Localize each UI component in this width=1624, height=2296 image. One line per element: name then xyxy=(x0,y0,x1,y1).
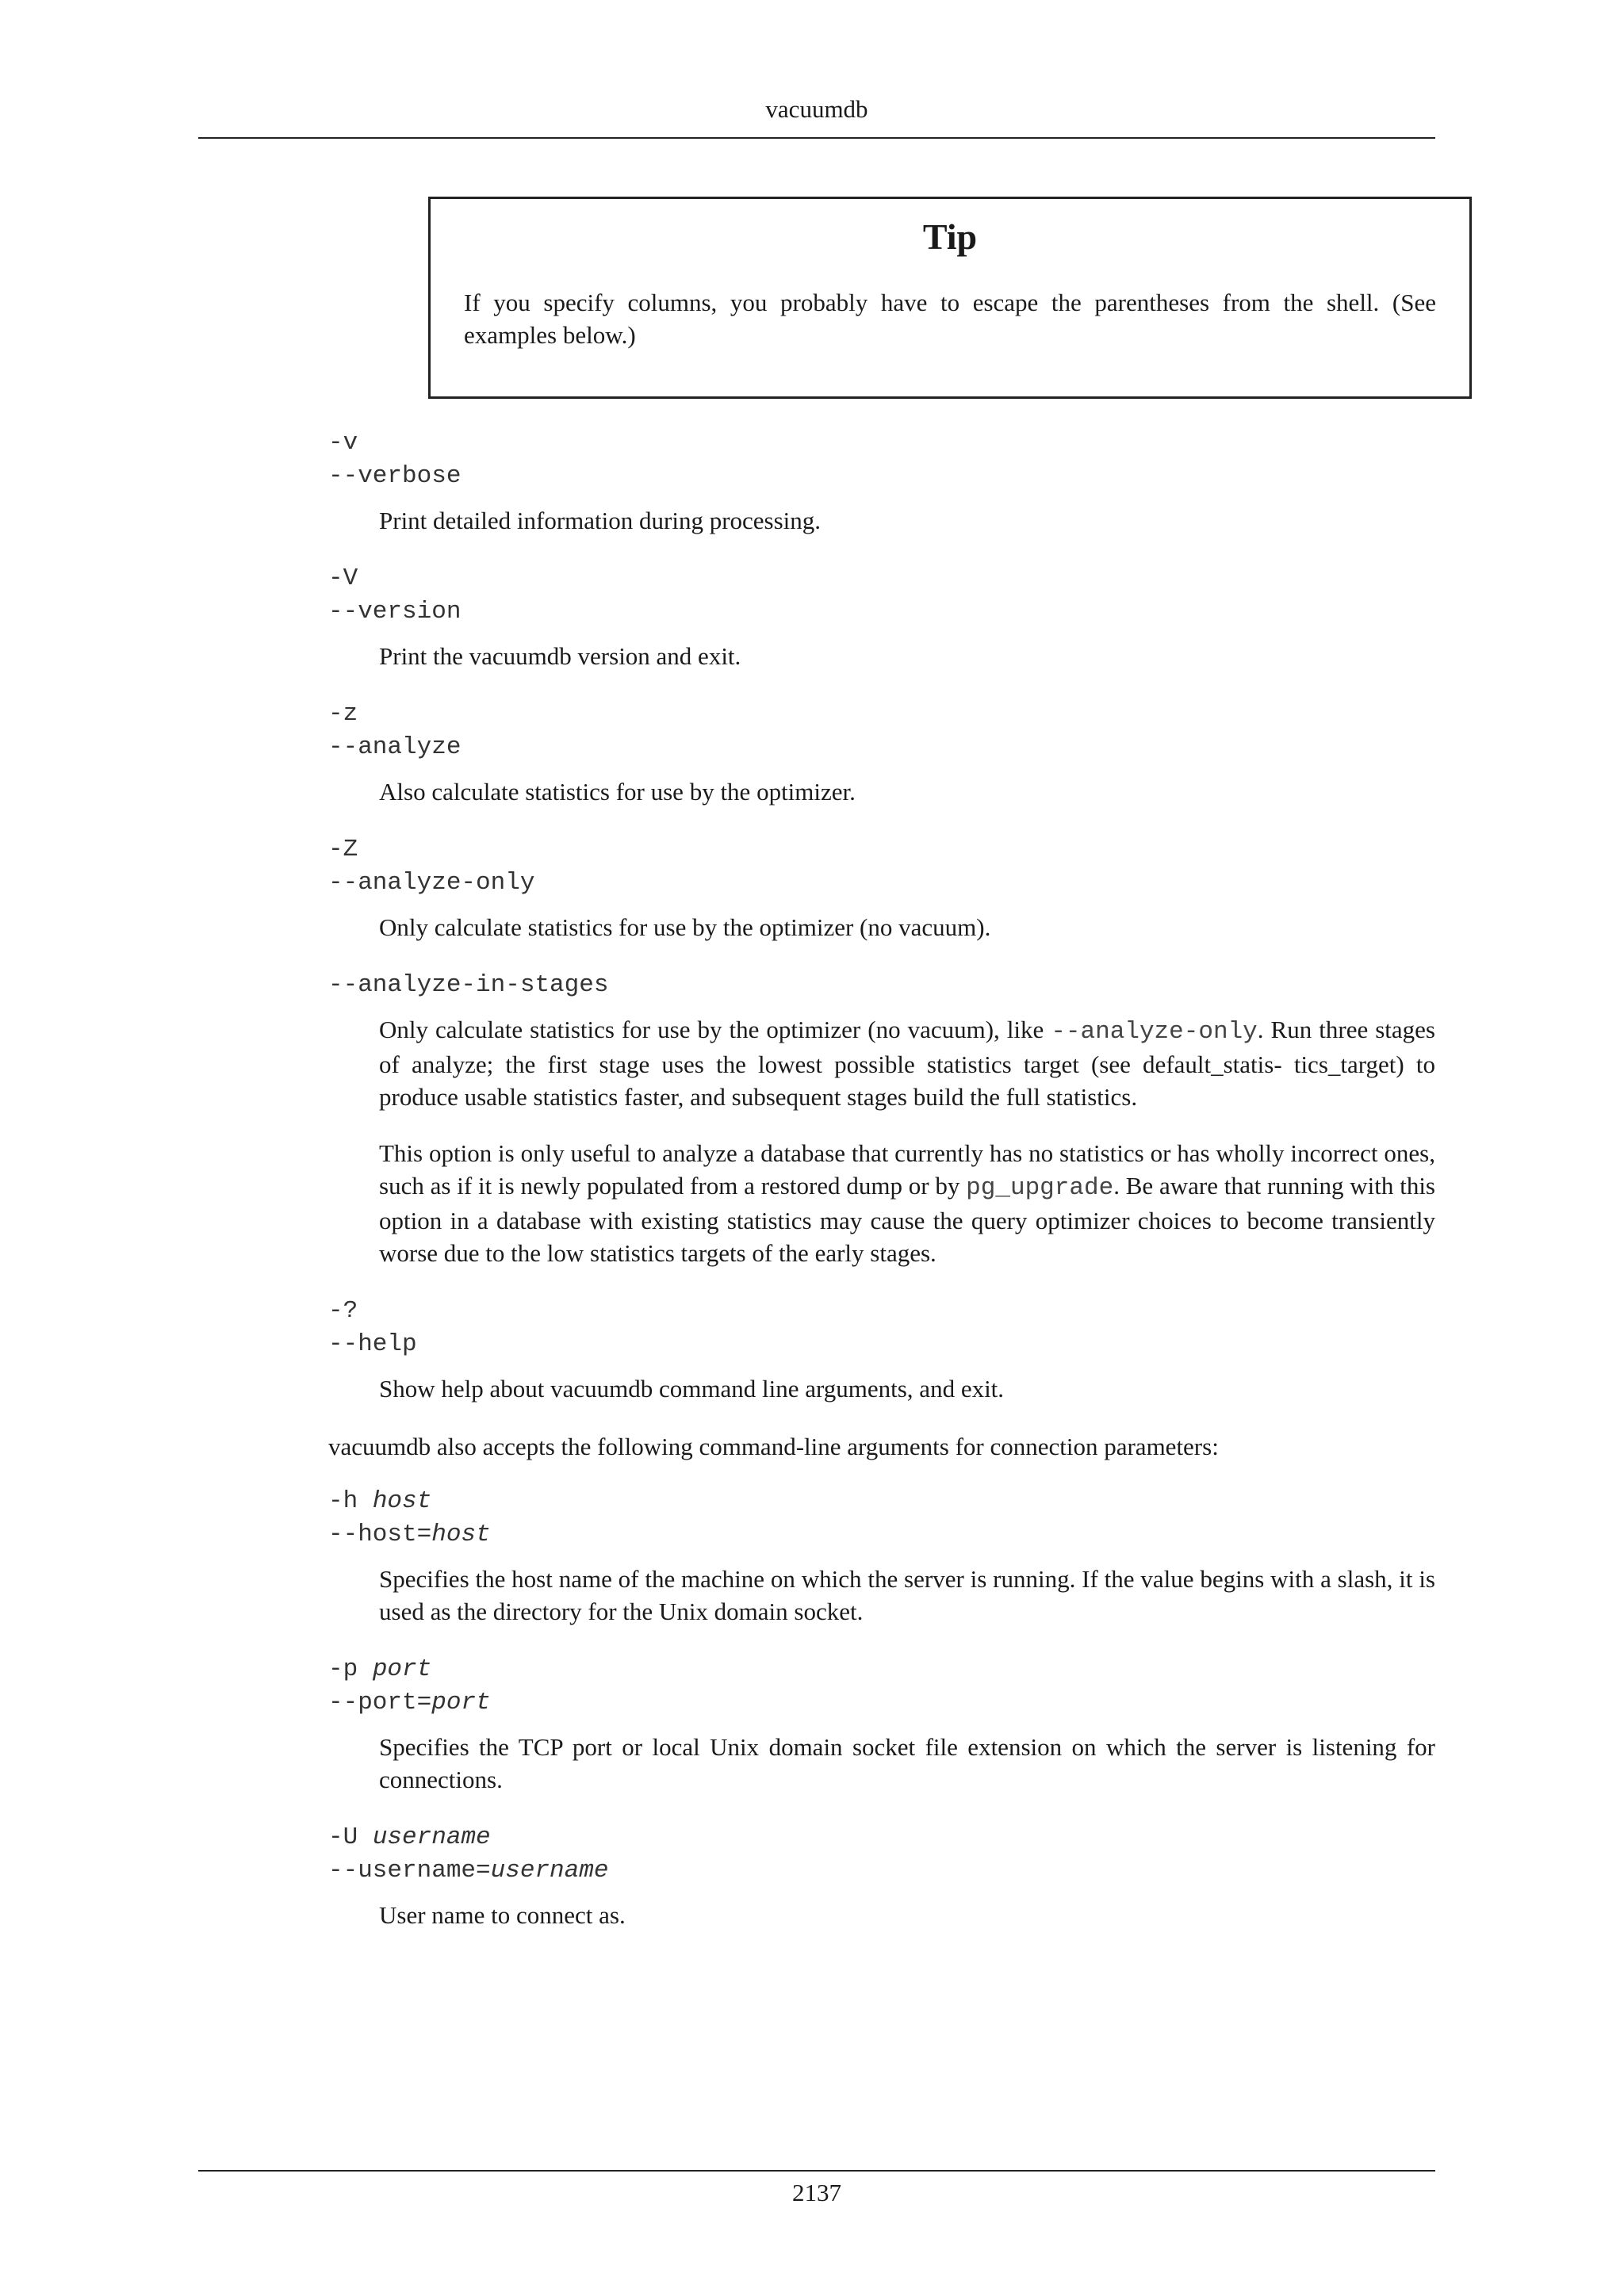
option-long: --help xyxy=(328,1330,417,1358)
option-username xyxy=(328,1821,1435,1888)
options-list xyxy=(328,427,1435,1957)
option-help xyxy=(328,1295,1435,1361)
option-short xyxy=(328,1821,1435,1854)
option-description: Show help about vacuumdb command line arguments, and exit. xyxy=(379,1375,1005,1402)
option-description: User name to connect as. xyxy=(379,1901,626,1929)
option-short: -? xyxy=(328,1297,358,1325)
option-analyze-in-stages xyxy=(328,969,1435,1002)
option-long: --analyze xyxy=(328,733,462,761)
tip-box xyxy=(428,197,1472,399)
option-description: Specifies the TCP port or local Unix domain socket file extension on which the server is listening for connections. xyxy=(379,1733,1435,1793)
option-long: --verbose xyxy=(328,462,462,490)
desc-text: Only calculate statistics for use by the optimizer (no vacuum), like xyxy=(379,1016,1051,1043)
option-description: Only calculate statistics for use by the optimizer (no vacuum). xyxy=(379,913,991,941)
option-description: Print detailed information during processing. xyxy=(379,507,822,534)
page-number: 2137 xyxy=(792,2179,841,2206)
option-long xyxy=(328,1518,1435,1552)
option-verbose xyxy=(328,427,1435,493)
option-flag: -p xyxy=(328,1655,373,1683)
option-description: Also calculate statistics for use by the optimizer. xyxy=(379,778,856,806)
desc-text: . Run three stages of analyze; the first stage uses the lowest possible statistics target (see default_statis- tics_target) to produce usable statistics faster, and subsequent stages build the full statistics. xyxy=(379,1016,1435,1111)
connection-intro: vacuumdb also accepts the following command-line arguments for connection parameters: xyxy=(328,1433,1219,1460)
option-flag: --host= xyxy=(328,1521,432,1548)
footer-rule xyxy=(198,2170,1435,2172)
option-arg: host xyxy=(372,1487,432,1515)
option-short xyxy=(328,1485,1435,1518)
option-arg: username xyxy=(490,1857,609,1885)
option-host xyxy=(328,1485,1435,1552)
option-short: -v xyxy=(328,429,358,457)
option-short: -Z xyxy=(328,836,358,863)
option-flag: --username= xyxy=(328,1857,491,1885)
option-description: Specifies the host name of the machine on which the server is running. If the value begins with a slash, it is used as the directory for the Unix domain socket. xyxy=(379,1565,1435,1625)
option-arg: port xyxy=(372,1655,432,1683)
option-short xyxy=(328,1653,1435,1686)
option-arg: host xyxy=(431,1521,491,1548)
option-long: --analyze-only xyxy=(328,869,535,897)
option-short: -V xyxy=(328,564,358,592)
option-flag: -U xyxy=(328,1823,373,1851)
option-flag: -h xyxy=(328,1487,373,1515)
tip-title: Tip xyxy=(922,216,978,257)
option-short: -z xyxy=(328,700,358,728)
inline-code: pg_upgrade xyxy=(966,1174,1114,1202)
option-arg: port xyxy=(431,1689,491,1716)
option-analyze-only xyxy=(328,833,1435,900)
option-long: --analyze-in-stages xyxy=(328,971,609,999)
desc-text: This option is only useful to analyze a database that currently has no statistics or has wholly incorrect ones, such as if it is newly populated from a restored dump or by xyxy=(379,1139,1435,1200)
option-long: --version xyxy=(328,598,462,626)
option-version xyxy=(328,562,1435,629)
option-port xyxy=(328,1653,1435,1720)
option-flag: --port= xyxy=(328,1689,432,1716)
option-analyze xyxy=(328,698,1435,764)
option-description: Print the vacuumdb version and exit. xyxy=(379,642,741,670)
desc-text: . Be aware that running with this option in a database with existing statistics may cause the query optimizer choices to become transiently worse due to the low statistics targets of the early stages. xyxy=(379,1172,1435,1267)
page-header-title: vacuumdb xyxy=(765,95,868,123)
option-description xyxy=(379,1013,1435,1113)
option-long xyxy=(328,1686,1435,1720)
tip-body: If you specify columns, you probably have to escape the parentheses from the shell. (See examples below.) xyxy=(464,289,1436,349)
inline-code: --analyze-only xyxy=(1051,1018,1258,1046)
header-rule xyxy=(198,137,1435,139)
option-arg: username xyxy=(372,1823,491,1851)
option-long xyxy=(328,1854,1435,1888)
option-description xyxy=(379,1137,1435,1269)
